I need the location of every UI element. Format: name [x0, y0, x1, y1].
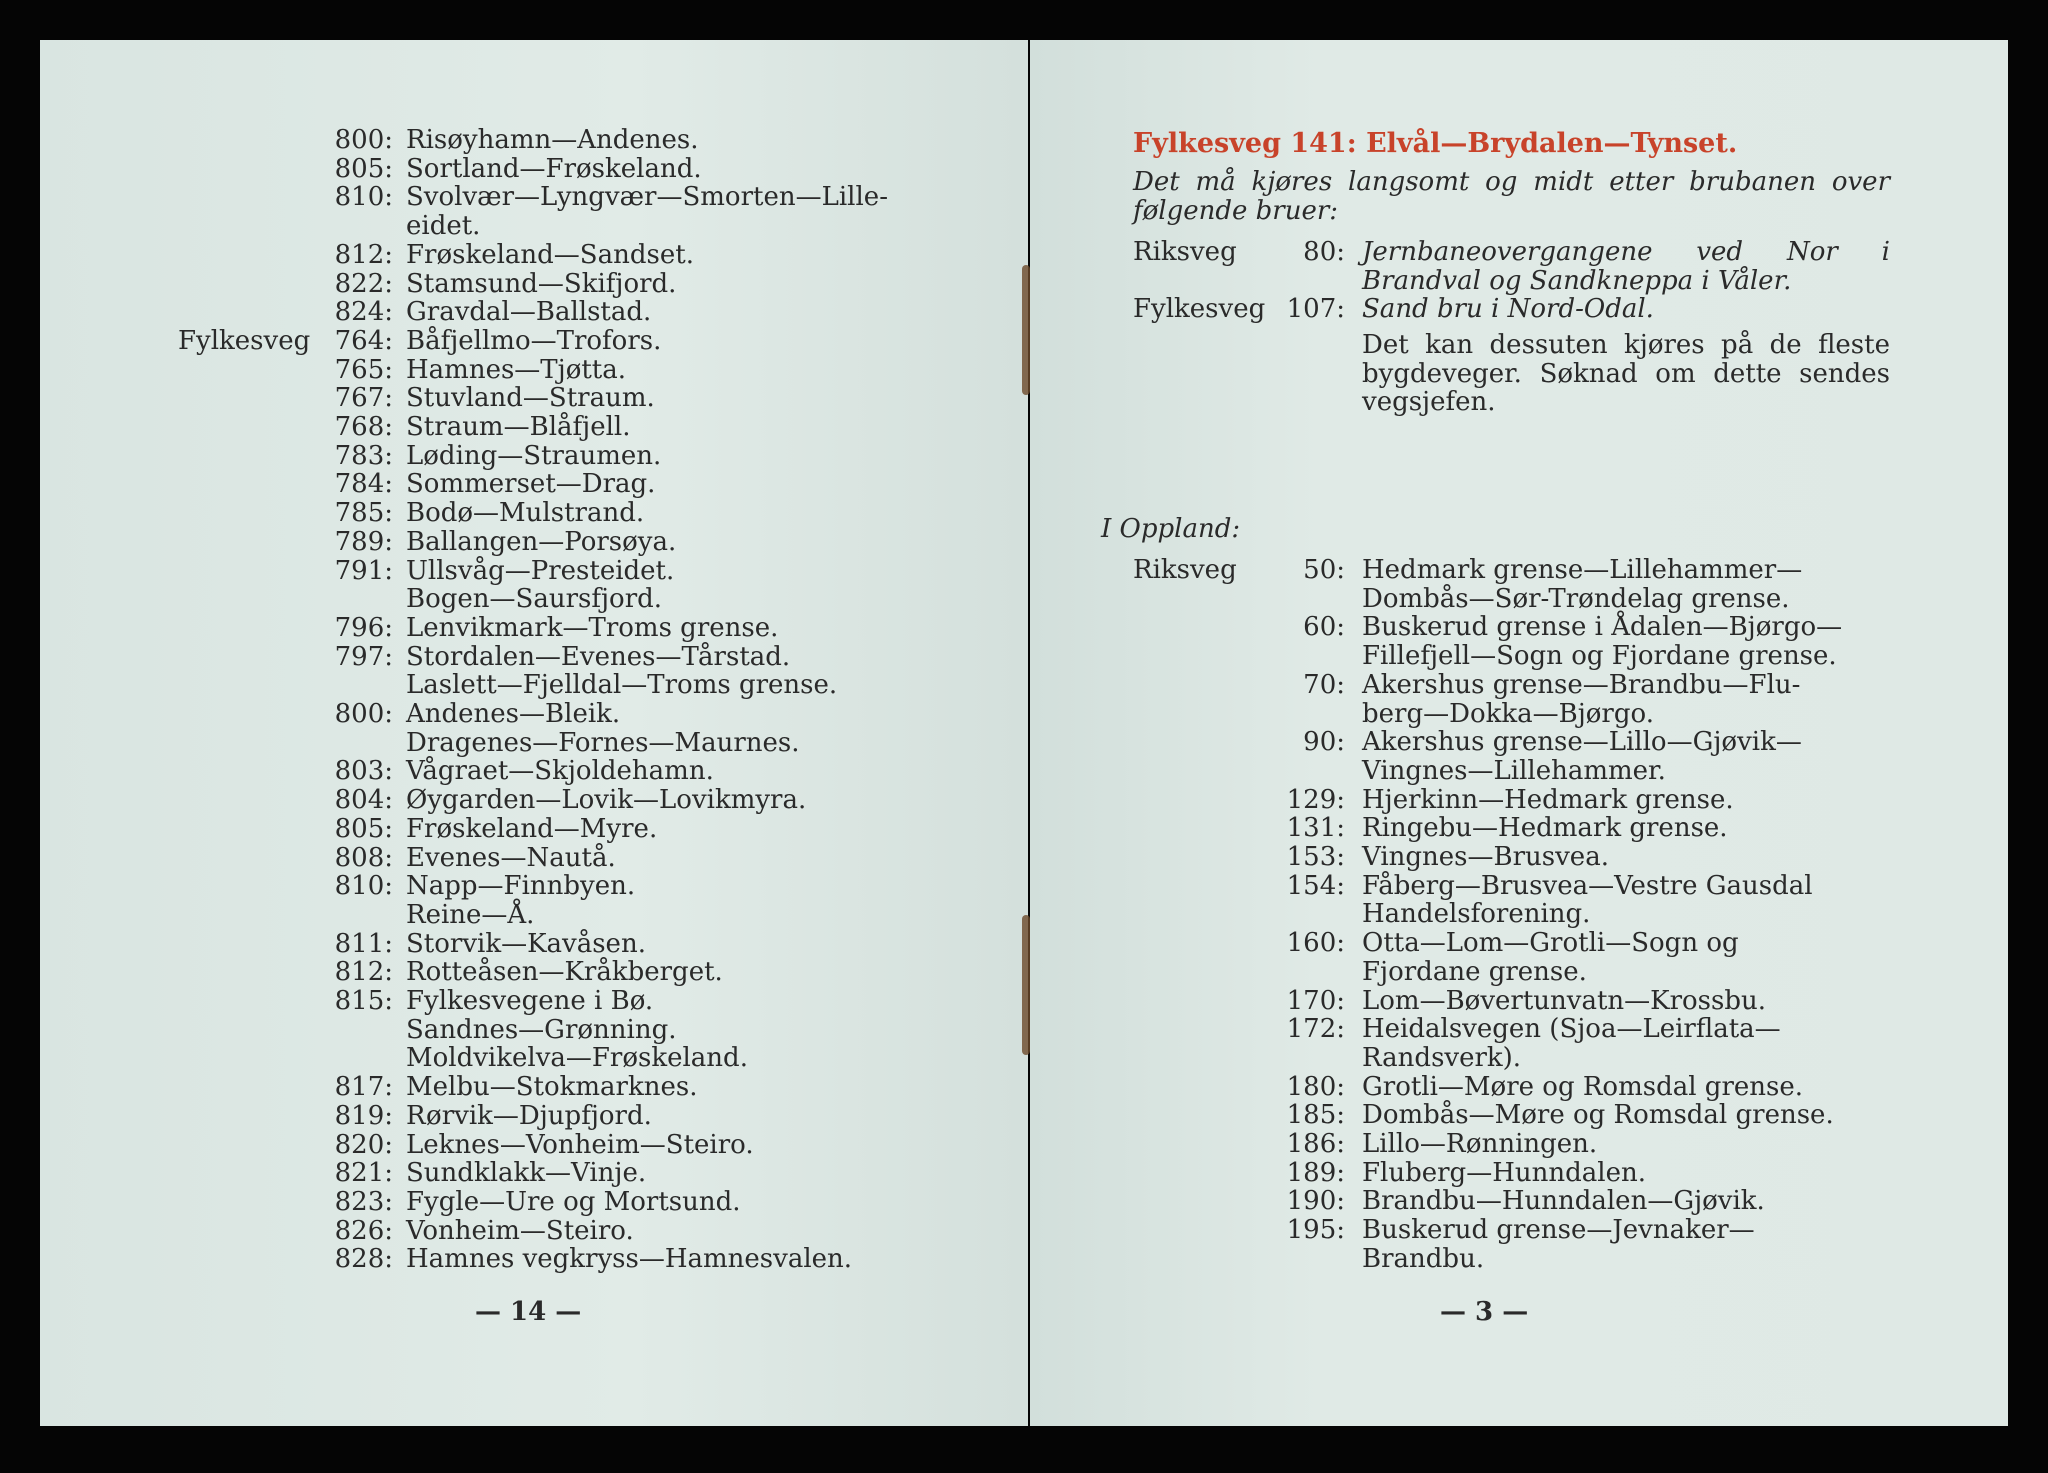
note-text: vegsjefen. — [1362, 387, 1496, 418]
page-number-right: — 3 — — [1440, 1297, 1529, 1327]
route-text: Vingnes—Brusvea. — [1362, 842, 1609, 872]
route-text: Leknes—Vonheim—Steiro. — [406, 1129, 754, 1160]
route-text: Dombås—Møre og Romsdal grense. — [1362, 1100, 1834, 1131]
list-entry-line — [0, 470, 2048, 499]
route-text: Otta—Lom—Grotli—Sogn og — [1362, 928, 1739, 959]
route-text: Ringebu—Hedmark grense. — [1362, 813, 1728, 844]
route-text: Fylkesvegene i Bø. — [406, 986, 654, 1016]
list-entry-line — [0, 1187, 2048, 1216]
intro-text: følgende bruer: — [1133, 196, 1339, 226]
road-number: 767: — [334, 383, 393, 414]
list-entry-line — [0, 1044, 2048, 1073]
road-number: 828: — [334, 1244, 393, 1275]
route-text: Fluberg—Hunndalen. — [1362, 1157, 1646, 1188]
route-text: Fillefjell—Sogn og Fjordane grense. — [1362, 641, 1837, 672]
route-text: Lillo—Rønningen. — [1362, 1129, 1598, 1159]
route-text: Randsverk). — [1362, 1042, 1522, 1073]
road-number: 800: — [334, 699, 393, 729]
route-text: Laslett—Fjelldal—Troms grense. — [406, 670, 838, 701]
road-number: 817: — [334, 1072, 393, 1103]
road-number: 153: — [1286, 842, 1345, 872]
list-entry-line — [0, 671, 2048, 700]
route-text: Ullsvåg—Presteidet. — [406, 555, 675, 586]
list-entry-line — [0, 900, 2048, 929]
section-title: I Oppland: — [1101, 514, 1241, 544]
road-number: 90: — [1303, 727, 1345, 758]
route-text: Evenes—Nautå. — [406, 842, 616, 873]
list-entry-line — [0, 1073, 2048, 1102]
road-number: 764: — [334, 325, 393, 356]
road-number: 186: — [1286, 1129, 1345, 1159]
road-number: 805: — [334, 813, 393, 844]
route-text: Gravdal—Ballstad. — [406, 297, 652, 328]
list-entry-line — [0, 267, 2048, 296]
road-number: 60: — [1303, 612, 1345, 643]
route-text: Buskerud grense i Ådalen—Bjørgo— — [1362, 612, 1843, 643]
list-entry-line — [0, 1130, 2048, 1159]
road-number: 154: — [1286, 870, 1345, 901]
road-number: 185: — [1286, 1100, 1345, 1131]
list-entry-line — [0, 1245, 2048, 1274]
list-entry-line — [0, 814, 2048, 843]
road-number: 821: — [334, 1158, 393, 1189]
route-text: Stuvland—Straum. — [406, 383, 655, 414]
route-text: berg—Dokka—Bjørgo. — [1362, 698, 1654, 729]
route-text: Napp—Finnbyen. — [406, 871, 636, 902]
route-text: Løding—Straumen. — [406, 440, 662, 471]
list-entry-line — [0, 528, 2048, 557]
road-number: 789: — [334, 526, 393, 557]
list-entry-line — [0, 929, 2048, 958]
route-text: Vågraet—Skjoldehamn. — [406, 756, 714, 787]
list-entry-line — [0, 1015, 2048, 1044]
road-number: 822: — [334, 268, 393, 299]
route-text: Hamnes—Tjøtta. — [406, 354, 627, 385]
road-number: 180: — [1286, 1071, 1345, 1102]
route-text: Sand bru i Nord-Odal. — [1362, 294, 1654, 325]
route-text: Melbu—Stokmarknes. — [406, 1072, 698, 1103]
route-text: Ballangen—Porsøya. — [406, 526, 677, 557]
route-text: Stamsund—Skifjord. — [406, 268, 677, 299]
road-number: 805: — [334, 153, 393, 184]
route-text: Svolvær—Lyngvær—Smorten—Lille- — [406, 182, 888, 213]
route-text: Rotteåsen—Kråkberget. — [406, 957, 723, 988]
list-entry-line — [0, 700, 2048, 729]
route-text: Bogen—Saursfjord. — [406, 584, 663, 615]
route-text: Lenvikmark—Troms grense. — [406, 612, 779, 643]
road-number: 160: — [1286, 928, 1345, 959]
route-text: Akershus grense—Lillo—Gjøvik— — [1362, 727, 1802, 758]
list-entry-line — [0, 1216, 2048, 1245]
road-number: 796: — [334, 612, 393, 643]
route-text: Sandnes—Grønning. — [406, 1014, 677, 1045]
road-number: 820: — [334, 1129, 393, 1160]
route-text: Stordalen—Evenes—Tårstad. — [406, 641, 791, 672]
road-number: 812: — [334, 957, 393, 988]
list-entry-line — [0, 728, 2048, 757]
route-text: Frøskeland—Sandset. — [406, 239, 694, 270]
route-text: Øygarden—Lovik—Lovikmyra. — [406, 785, 807, 816]
road-number: 172: — [1286, 1014, 1345, 1045]
road-number: 70: — [1303, 669, 1345, 700]
route-text: Dragenes—Fornes—Maurnes. — [406, 727, 800, 758]
route-text: Sundklakk—Vinje. — [406, 1158, 647, 1189]
page-number-left: — 14 — — [475, 1297, 582, 1327]
road-number: 50: — [1303, 555, 1345, 585]
route-text: Straum—Blåfjell. — [406, 412, 631, 442]
list-entry-line — [0, 1159, 2048, 1188]
route-text: Grotli—Møre og Romsdal grense. — [1362, 1071, 1803, 1102]
road-number: 810: — [334, 871, 393, 902]
road-number: 811: — [334, 928, 393, 959]
route-text: Sortland—Frøskeland. — [406, 153, 702, 184]
road-number: 80: — [1303, 237, 1345, 267]
road-number: 819: — [334, 1100, 393, 1131]
route-text: Andenes—Bleik. — [406, 699, 621, 729]
list-entry-line — [0, 757, 2048, 786]
list-entry-line — [0, 585, 2048, 614]
road-type-label: Riksveg — [1133, 237, 1237, 267]
route-text: Hamnes vegkryss—Hamnesvalen. — [406, 1244, 853, 1275]
road-number: 791: — [334, 555, 393, 586]
route-text: Vonheim—Steiro. — [406, 1215, 634, 1246]
road-number: 812: — [334, 239, 393, 270]
road-number: 170: — [1286, 985, 1345, 1016]
route-text: Hjerkinn—Hedmark grense. — [1362, 784, 1734, 815]
note-text: bygdeveger. Søknad om dette sendes — [1362, 358, 1890, 389]
route-text: Lom—Bøvertunvatn—Krossbu. — [1362, 985, 1767, 1016]
list-entry-line — [0, 499, 2048, 528]
road-number: 823: — [334, 1186, 393, 1217]
road-number: 190: — [1286, 1186, 1345, 1217]
road-number: 810: — [334, 182, 393, 213]
route-text: eidet. — [406, 211, 481, 242]
road-number: 189: — [1286, 1157, 1345, 1188]
road-number: 824: — [334, 297, 393, 328]
route-text: Heidalsvegen (Sjoa—Leirflata— — [1362, 1014, 1781, 1045]
road-number: 107: — [1286, 294, 1345, 325]
route-text: Båfjellmo—Trofors. — [406, 325, 662, 356]
list-entry-line — [0, 1101, 2048, 1130]
road-number: 800: — [334, 125, 393, 155]
route-text: Rørvik—Djupfjord. — [406, 1100, 652, 1131]
route-heading: Fylkesveg 141: Elvål—Brydalen—Tynset. — [1133, 128, 1738, 159]
route-text: Reine—Å. — [406, 899, 535, 930]
list-entry-line — [0, 126, 2048, 155]
route-text: Fåberg—Brusvea—Vestre Gausdal — [1362, 870, 1813, 901]
road-number: 803: — [334, 756, 393, 787]
list-entry-line — [0, 642, 2048, 671]
road-number: 129: — [1286, 784, 1345, 815]
road-number: 826: — [334, 1215, 393, 1246]
road-number: 785: — [334, 498, 393, 529]
route-text: Moldvikelva—Frøskeland. — [406, 1043, 748, 1074]
list-entry-line — [0, 786, 2048, 815]
intro-text: Det må kjøres langsomt og midt etter brubanen over — [1133, 167, 1890, 197]
road-number: 131: — [1286, 813, 1345, 844]
list-entry-line — [0, 843, 2048, 872]
route-text: Risøyhamn—Andenes. — [406, 125, 699, 155]
list-entry-line — [0, 613, 2048, 642]
road-number: 783: — [334, 440, 393, 471]
route-text: Brandbu—Hunndalen—Gjøvik. — [1362, 1186, 1765, 1217]
list-entry-line — [0, 556, 2048, 585]
road-number: 784: — [334, 469, 393, 500]
route-text: Jernbaneovergangene ved Nor i — [1362, 237, 1890, 267]
road-number: 765: — [334, 354, 393, 385]
route-text: Sommerset—Drag. — [406, 469, 656, 500]
road-type-label: Riksveg — [1133, 555, 1237, 585]
road-number: 808: — [334, 842, 393, 873]
route-text: Handelsforening. — [1362, 899, 1591, 930]
list-entry-line — [0, 442, 2048, 471]
route-text: Buskerud grense—Jevnaker— — [1362, 1215, 1755, 1246]
route-text: Bodø—Mulstrand. — [406, 498, 645, 529]
road-number: 195: — [1286, 1215, 1345, 1246]
road-number: 804: — [334, 785, 393, 816]
route-text: Fygle—Ure og Mortsund. — [406, 1186, 741, 1217]
list-entry-line — [0, 958, 2048, 987]
list-entry-line — [0, 872, 2048, 901]
list-entry-line — [0, 987, 2048, 1016]
road-number: 815: — [334, 986, 393, 1016]
list-entry-line — [0, 238, 2048, 267]
route-text: Dombås—Sør-Trøndelag grense. — [1362, 583, 1790, 614]
route-text: Hedmark grense—Lillehammer— — [1362, 555, 1803, 585]
list-entry-line — [0, 413, 2048, 442]
road-number: 768: — [334, 412, 393, 442]
road-type-label: Fylkesveg — [178, 325, 311, 356]
route-text: Brandbu. — [1362, 1243, 1485, 1274]
route-text: Akershus grense—Brandbu—Flu- — [1362, 669, 1801, 700]
route-text: Fjordane grense. — [1362, 956, 1587, 987]
route-text: Vingnes—Lillehammer. — [1362, 755, 1666, 786]
route-text: Storvik—Kavåsen. — [406, 928, 646, 959]
road-type-label: Fylkesveg — [1133, 294, 1266, 325]
list-entry-line — [0, 295, 2048, 324]
route-text: Frøskeland—Myre. — [406, 813, 658, 844]
road-number: 797: — [334, 641, 393, 672]
note-text: Det kan dessuten kjøres på de fleste — [1362, 330, 1890, 360]
route-text: Brandval og Sandkneppa i Våler. — [1362, 265, 1792, 296]
